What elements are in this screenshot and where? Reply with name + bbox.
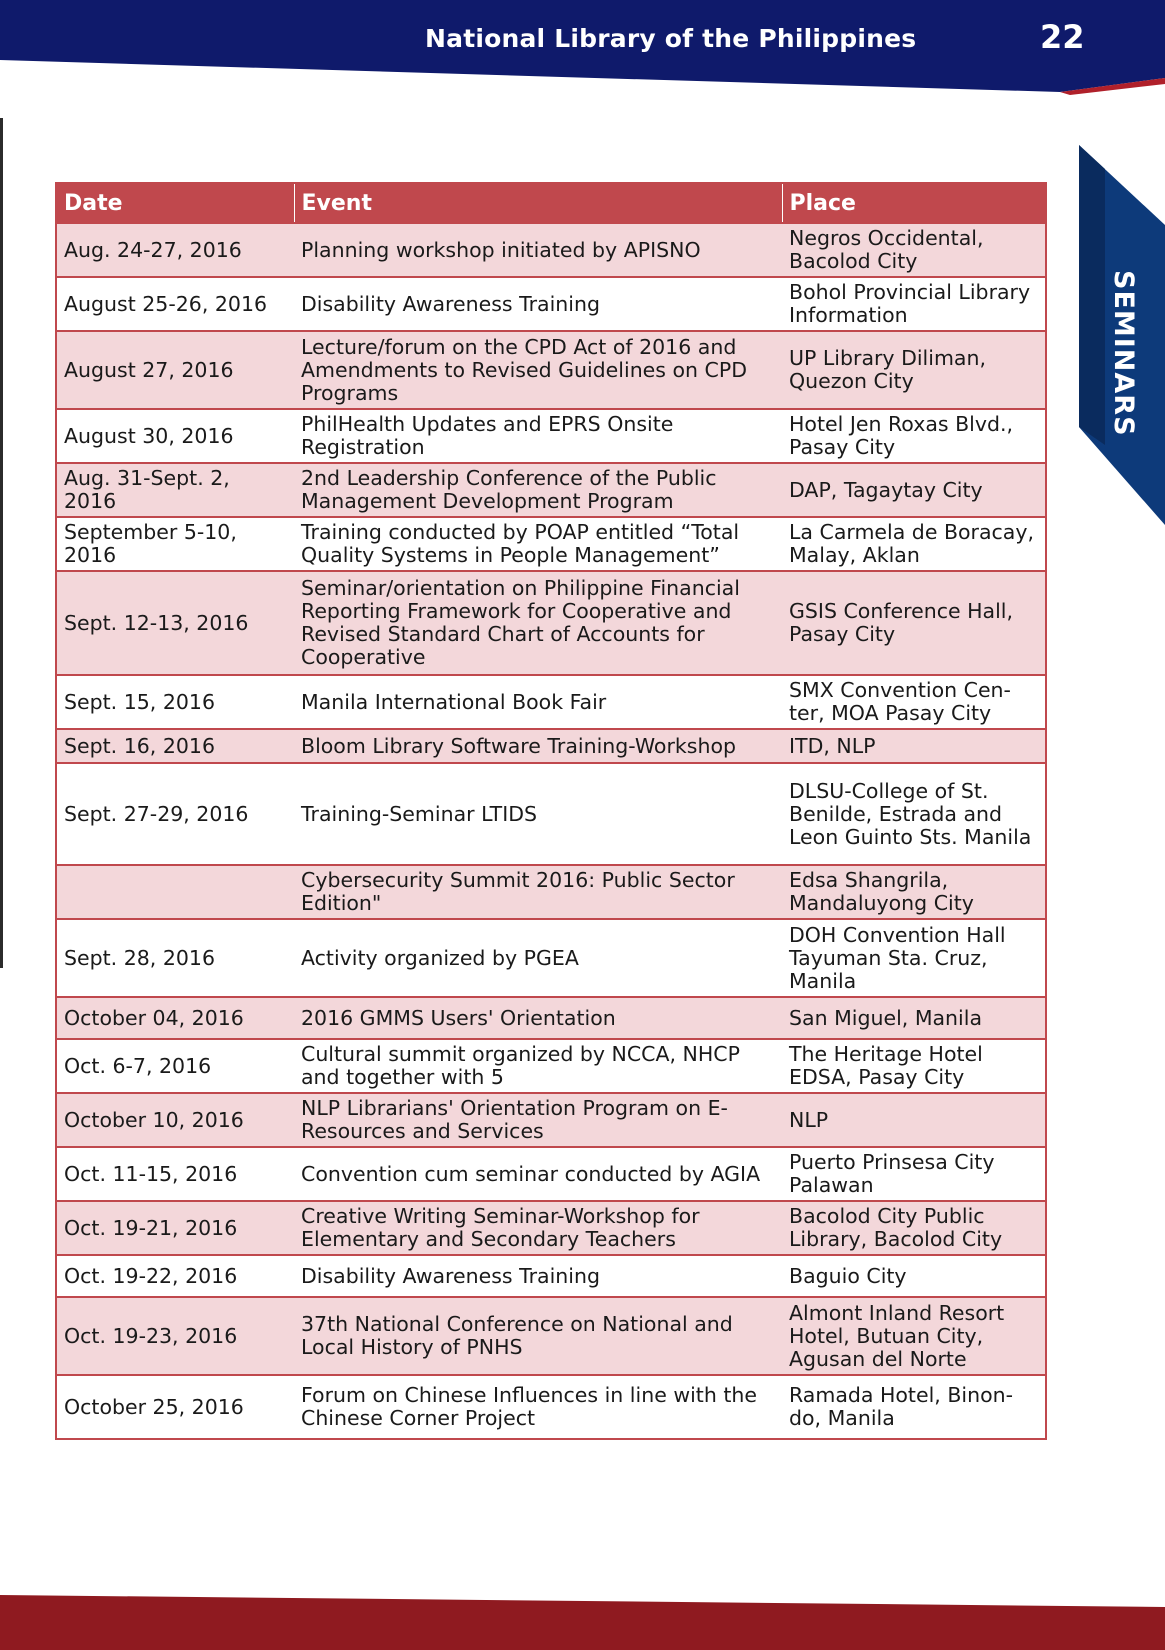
cell-place: Ramada Hotel, Binon-do, Manila [782, 1375, 1046, 1439]
cell-date: Oct. 19-22, 2016 [56, 1255, 294, 1297]
cell-event: Bloom Library Software Training-Workshop [294, 729, 782, 763]
cell-date: Sept. 28, 2016 [56, 919, 294, 997]
cell-place: UP Library Diliman, Quezon City [782, 331, 1046, 409]
cell-date: Sept. 12-13, 2016 [56, 571, 294, 675]
table-row [56, 997, 1046, 1039]
cell-event: Cybersecurity Summit 2016: Public Sector Edition" [294, 865, 782, 919]
cell-event: Forum on Chinese Influences in line with the Chinese Corner Project [294, 1375, 782, 1439]
table-body [56, 223, 1046, 1439]
cell-event: Activity organized by PGEA [294, 919, 782, 997]
table-row [56, 675, 1046, 729]
cell-date [56, 865, 294, 919]
cell-date: Oct. 6-7, 2016 [56, 1039, 294, 1093]
table-row [56, 1201, 1046, 1255]
table-row [56, 277, 1046, 331]
cell-place: SMX Convention Cen-ter, MOA Pasay City [782, 675, 1046, 729]
table-row [56, 331, 1046, 409]
footer-band [0, 1595, 1165, 1650]
cell-event: 2016 GMMS Users' Orientation [294, 997, 782, 1039]
header-date: Date [56, 183, 294, 223]
cell-event: PhilHealth Updates and EPRS Onsite Registration [294, 409, 782, 463]
cell-date: Aug. 31-Sept. 2, 2016 [56, 463, 294, 517]
cell-place: Bohol Provincial Library Information [782, 277, 1046, 331]
header-event: Event [294, 183, 782, 223]
table-row [56, 463, 1046, 517]
table-row [56, 1093, 1046, 1147]
cell-event: Training-Seminar LTIDS [294, 763, 782, 865]
table-row [56, 865, 1046, 919]
cell-date: Oct. 19-21, 2016 [56, 1201, 294, 1255]
cell-event: 2nd Leadership Conference of the Public Management Development Program [294, 463, 782, 517]
cell-event: Disability Awareness Training [294, 1255, 782, 1297]
header-place: Place [782, 183, 1046, 223]
cell-event: Training conducted by POAP entitled “Total Quality Systems in People Management” [294, 517, 782, 571]
cell-date: Sept. 16, 2016 [56, 729, 294, 763]
cell-event: Creative Writing Seminar-Workshop for Elementary and Secondary Teachers [294, 1201, 782, 1255]
cell-date: Oct. 19-23, 2016 [56, 1297, 294, 1375]
cell-place: Almont Inland Resort Hotel, Butuan City, Agusan del Norte [782, 1297, 1046, 1375]
cell-place: La Carmela de Boracay, Malay, Aklan [782, 517, 1046, 571]
cell-date: Oct. 11-15, 2016 [56, 1147, 294, 1201]
table-row [56, 1147, 1046, 1201]
cell-date: August 27, 2016 [56, 331, 294, 409]
page-number: 22 [1040, 18, 1085, 56]
cell-date: August 30, 2016 [56, 409, 294, 463]
cell-place: GSIS Conference Hall, Pasay City [782, 571, 1046, 675]
left-rule [0, 118, 3, 968]
cell-event: Seminar/orientation on Philippine Financial Reporting Framework for Cooperative and Revised Standard Chart of Accounts for Cooperative [294, 571, 782, 675]
cell-place: DOH Convention Hall Tayuman Sta. Cruz, Manila [782, 919, 1046, 997]
cell-date: Aug. 24-27, 2016 [56, 223, 294, 277]
cell-place: Negros Occidental, Bacolod City [782, 223, 1046, 277]
table-row [56, 763, 1046, 865]
cell-place: Bacolod City Public Library, Bacolod City [782, 1201, 1046, 1255]
cell-event: 37th National Conference on National and Local History of PNHS [294, 1297, 782, 1375]
cell-place: DAP, Tagaytay City [782, 463, 1046, 517]
cell-date: October 10, 2016 [56, 1093, 294, 1147]
table-row [56, 729, 1046, 763]
table-row [56, 1255, 1046, 1297]
cell-date: Sept. 27-29, 2016 [56, 763, 294, 865]
cell-date: September 5-10, 2016 [56, 517, 294, 571]
footer-shape [0, 1595, 1165, 1650]
cell-place: ITD, NLP [782, 729, 1046, 763]
events-table-container [55, 182, 1045, 1440]
cell-date: October 04, 2016 [56, 997, 294, 1039]
cell-place: Baguio City [782, 1255, 1046, 1297]
table-row [56, 571, 1046, 675]
cell-place: NLP [782, 1093, 1046, 1147]
table-row [56, 223, 1046, 277]
cell-place: San Miguel, Manila [782, 997, 1046, 1039]
cell-place: Edsa Shangrila, Mandaluyong City [782, 865, 1046, 919]
cell-place: Hotel Jen Roxas Blvd., Pasay City [782, 409, 1046, 463]
cell-event: Manila International Book Fair [294, 675, 782, 729]
table-row [56, 517, 1046, 571]
cell-event: Cultural summit organized by NCCA, NHCP and together with 5 [294, 1039, 782, 1093]
cell-place: DLSU-College of St. Benilde, Estrada and Leon Guinto Sts. Manila [782, 763, 1046, 865]
cell-date: October 25, 2016 [56, 1375, 294, 1439]
cell-event: NLP Librarians' Orientation Program on E-Resources and Services [294, 1093, 782, 1147]
table-row [56, 1039, 1046, 1093]
table-row [56, 409, 1046, 463]
table-row [56, 1375, 1046, 1439]
cell-place: Puerto Prinsesa City Palawan [782, 1147, 1046, 1201]
side-tab-label: SEMINARS [1108, 270, 1139, 437]
cell-event: Convention cum seminar conducted by AGIA [294, 1147, 782, 1201]
cell-date: August 25-26, 2016 [56, 277, 294, 331]
cell-event: Disability Awareness Training [294, 277, 782, 331]
cell-event: Lecture/forum on the CPD Act of 2016 and Amendments to Revised Guidelines on CPD Programs [294, 331, 782, 409]
events-table [55, 182, 1047, 1440]
cell-place: The Heritage Hotel EDSA, Pasay City [782, 1039, 1046, 1093]
table-header-row [56, 183, 1046, 223]
header-title: National Library of the Philippines [425, 24, 917, 53]
table-row [56, 1297, 1046, 1375]
cell-date: Sept. 15, 2016 [56, 675, 294, 729]
cell-event: Planning workshop initiated by APISNO [294, 223, 782, 277]
table-row [56, 919, 1046, 997]
